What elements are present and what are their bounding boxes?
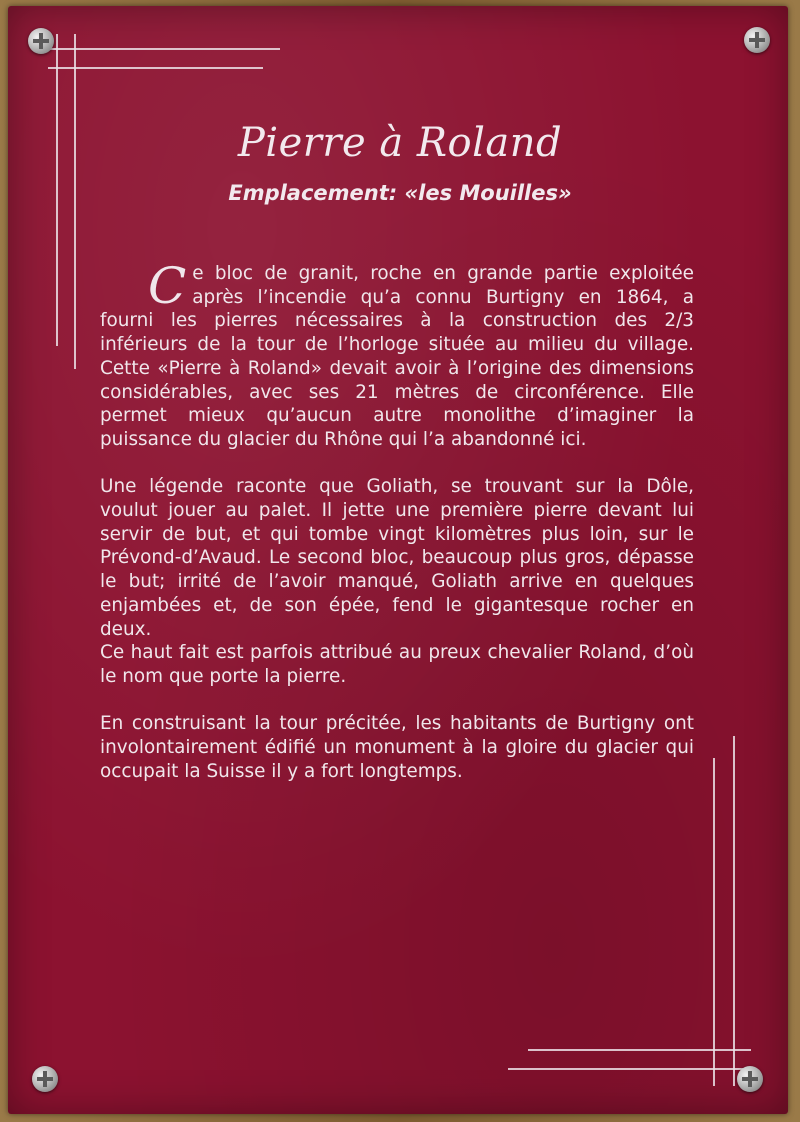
plaque-subtitle: Emplacement: «les Mouilles» bbox=[228, 181, 572, 205]
drop-cap-letter: C bbox=[148, 257, 187, 315]
plaque-body-text bbox=[100, 257, 694, 807]
paragraph-3: Ce haut fait est parfois attribué au preux chevalier Roland, d’où le nom que porte la pierre. bbox=[100, 642, 694, 687]
plaque-title: Pierre à Roland bbox=[237, 120, 563, 166]
screw-top-right-icon bbox=[744, 27, 770, 53]
paragraph-1 bbox=[100, 257, 694, 452]
corner-line-top-left-h1 bbox=[48, 48, 280, 50]
screw-top-left-icon bbox=[28, 28, 54, 54]
corner-line-bottom-right-v2 bbox=[733, 736, 735, 1086]
paragraph-1-text: e bloc de granit, roche en grande partie exploitée après l’incendie qu’a connu Burtigny en 1864, a fourni les pierres nécessaires à la construction des 2/3 inférieurs de la tour de l’horloge située au milieu du village. Cette «Pierre à Roland» devait avoir à l’origine des dimensions considérables, avec ses 21 mètres de circonférence. Elle permet mieux qu’aucun autre monolithe d’imaginer la puissance du glacier du Rhône qui l’a abandonné ici. bbox=[100, 263, 694, 450]
paragraph-4: En construisant la tour précitée, les habitants de Burtigny ont involontairement édifié un monument à la gloire du glacier qui occupait la Suisse il y a fort longtemps. bbox=[100, 713, 694, 782]
corner-line-bottom-right-h1 bbox=[528, 1049, 751, 1051]
paragraph-2: Une légende raconte que Goliath, se trouvant sur la Dôle, voulut jouer au palet. Il jette une première pierre devant lui servir de but, et qui tombe vingt kilomètres plus loin, sur le Prévond-d’Avaud. Le second bloc, beaucoup plus gros, dépasse le but; irrité de l’avoir manqué, Goliath arrive en quelques enjambées et, de son épée, fend le gigantesque rocher en deux. bbox=[100, 476, 694, 640]
corner-line-bottom-right-v1 bbox=[713, 758, 715, 1086]
screw-bottom-left-icon bbox=[32, 1066, 58, 1092]
screw-bottom-right-icon bbox=[737, 1066, 763, 1092]
corner-line-top-left-h2 bbox=[48, 67, 263, 69]
